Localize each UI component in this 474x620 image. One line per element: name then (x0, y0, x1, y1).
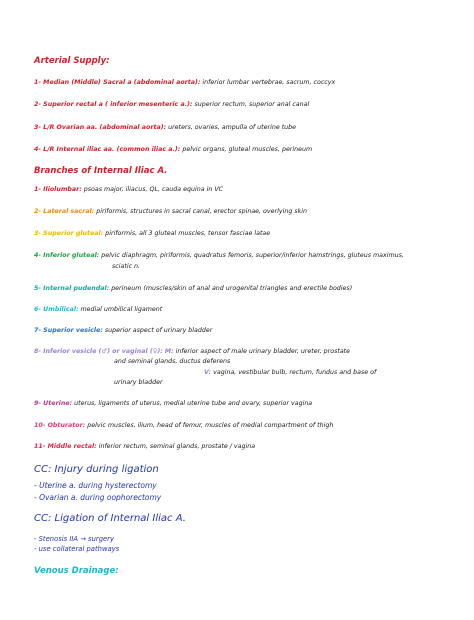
branch-item-11 (34, 443, 255, 451)
clinical-ligation-item-2: - use collateral pathways (34, 545, 120, 553)
branch-item-text: piriformis, all 3 gluteal muscles, tensor fasciae latae (105, 230, 271, 237)
clinical-ligation-item-1: - Stenosis IIA → surgery (34, 535, 115, 543)
arterial-item-label: 1- Median (Middle) Sacral a (abdominal aorta): (34, 79, 201, 86)
branch-item-label: 6- Umbilical: (34, 306, 79, 313)
branch-item-text: pelvic muscles, ilium, head of femur, muscles of medial compartment of thigh (87, 422, 334, 429)
female-label: V: (204, 369, 212, 376)
arterial-item-text: superior rectum, superior anal canal (194, 101, 310, 108)
branch-item-label: 3- Superior gluteal: (34, 230, 104, 237)
branch-item-8-female-continued: urinary bladder (114, 379, 163, 386)
branch-item-text: uterus, ligaments of uterus, medial uterine tube and ovary, superior vagina (74, 400, 313, 407)
clinical-injury-item-1: - Uterine a. during hysterectomy (34, 481, 157, 490)
branch-item-1 (34, 186, 223, 194)
branch-item-text: pelvic diaphragm, piriformis, quadratus femoris, superior/inferior hamstrings, gluteus maximus, (101, 252, 404, 259)
branch-item-text: piriformis, structures in sacral canal, erector spinae, overlying skin (96, 208, 307, 215)
arterial-item-2 (34, 101, 309, 109)
arterial-item-text: ureters, ovaries, ampulla of uterine tube (168, 124, 297, 131)
branch-item-label: 2- Lateral sacral: (34, 208, 95, 215)
branch-item-label: 4- Inferior gluteal: (34, 252, 100, 259)
branch-item-label: 1- Iliolumbar: (34, 186, 82, 193)
arterial-item-text: pelvic organs, gluteal muscles, perineum (182, 146, 313, 153)
branch-item-label: 10- Obturator: (34, 422, 86, 429)
branch-item-text: inferior aspect of male urinary bladder, ureter, prostate (175, 348, 351, 355)
branch-item-4 (34, 252, 404, 260)
clinical-injury-item-2: - Ovarian a. during oophorectomy (34, 493, 162, 502)
branch-item-8-male-continued: and seminal glands, ductus deferens (114, 358, 231, 365)
arterial-item-4 (34, 146, 312, 154)
branch-item-text: perineum (muscles/skin of anal and urogenital triangles and erectile bodies) (111, 285, 353, 292)
branch-item-6 (34, 306, 162, 314)
male-label: M: (164, 348, 174, 355)
branch-item-label: 7- Superior vesicle: (34, 327, 103, 334)
branch-item-8 (34, 348, 350, 356)
branch-item-5 (34, 285, 352, 293)
branch-item-label: 8- Inferior vesicle (♂) or vaginal (♀): (34, 348, 163, 355)
branch-item-9 (34, 400, 312, 408)
branch-item-10 (34, 422, 333, 430)
clinical-ligation-heading: CC: Ligation of Internal Iliac A. (34, 513, 186, 524)
branch-item-2 (34, 208, 307, 216)
branch-item-7 (34, 327, 212, 335)
venous-heading: Venous Drainage: (34, 566, 119, 576)
branch-item-text: vagina, vestibular bulb, rectum, fundus and base of (213, 369, 377, 376)
branch-item-label: 5- Internal pudendal: (34, 285, 110, 292)
arterial-item-label: 4- L/R Internal iliac aa. (common iliac a.): (34, 146, 181, 153)
arterial-heading: Arterial Supply: (34, 56, 110, 66)
branch-item-text: psoas major, iliacus, QL, cauda equina in VC (83, 186, 224, 193)
branch-item-label: 9- Uterine: (34, 400, 73, 407)
arterial-item-3 (34, 124, 296, 132)
branch-item-label: 11- Middle rectal: (34, 443, 97, 450)
branches-heading: Branches of Internal Iliac A. (34, 166, 168, 176)
branch-item-4-continued: sciatic n. (112, 263, 141, 270)
branch-item-text: superior aspect of urinary bladder (104, 327, 213, 334)
branch-item-text: medial umbilical ligament (80, 306, 163, 313)
arterial-item-1 (34, 79, 335, 87)
branch-item-8-female (204, 369, 376, 377)
branch-item-3 (34, 230, 270, 238)
arterial-item-label: 3- L/R Ovarian aa. (abdominal aorta): (34, 124, 167, 131)
arterial-item-label: 2- Superior rectal a ( inferior mesenteric a.): (34, 101, 193, 108)
arterial-item-text: inferior lumbar vertebrae, sacrum, coccyx (202, 79, 336, 86)
branch-item-text: inferior rectum, seminal glands, prostate / vagina (98, 443, 256, 450)
clinical-injury-heading: CC: Injury during ligation (34, 464, 159, 475)
